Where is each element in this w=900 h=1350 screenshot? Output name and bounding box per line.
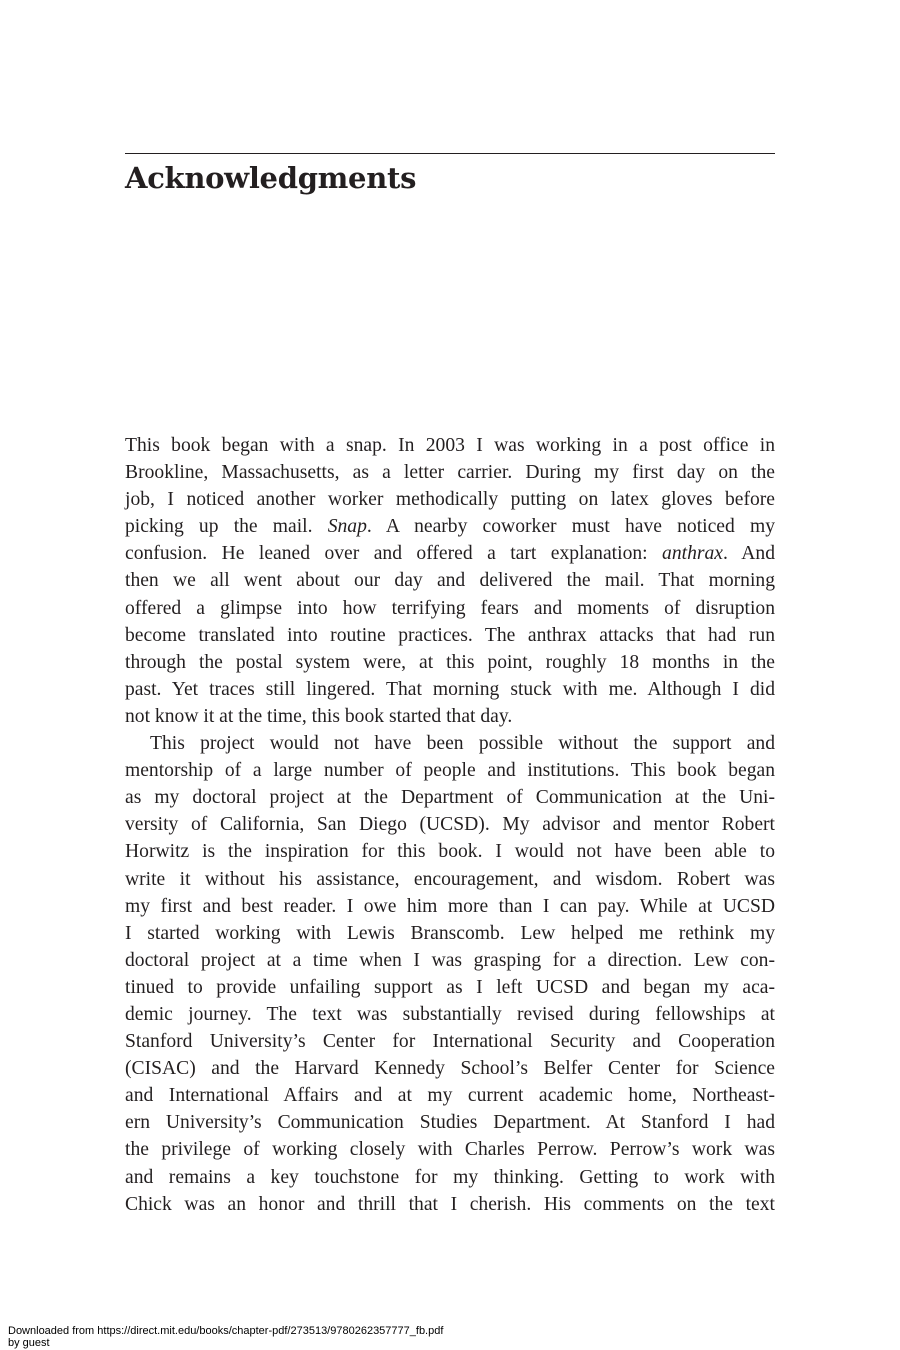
download-user-line: by guest [8,1337,50,1349]
text-line: (CISAC) and the Harvard Kennedy School’s Belfer Center for Science [125,1058,775,1080]
emphasis-anthrax: anthrax [662,543,723,565]
emphasis-snap: Snap [327,516,367,538]
text-line: and International Affairs and at my current academic home, Northeast- [125,1085,775,1107]
text-line [125,540,775,567]
download-footer [8,1325,443,1349]
text-line: ern University’s Communication Studies Department. At Stanford I had [125,1112,775,1134]
text-line: write it without his assistance, encouragement, and wisdom. Robert was [125,868,775,890]
text-line: offered a glimpse into how terrifying fears and moments of disruption [125,597,775,619]
text-line: mentorship of a large number of people and institutions. This book began [125,760,775,782]
text-line: tinued to provide unfailing support as I left UCSD and began my aca- [125,976,775,998]
chapter-body [125,432,775,1218]
text-line: doctoral project at a time when I was grasping for a direction. Lew con- [125,949,775,971]
text-line: versity of California, San Diego (UCSD). My advisor and mentor Robert [125,814,775,836]
text-line: Horwitz is the inspiration for this book. I would not have been able to [125,841,775,863]
text-run: . And [723,543,775,565]
text-line: past. Yet traces still lingered. That morning stuck with me. Although I did [125,678,775,700]
text-run: confusion. He leaned over and offered a tart explanation: [125,543,663,565]
text-line: my first and best reader. I owe him more than I can pay. While at UCSD [125,895,775,917]
text-line: the privilege of working closely with Charles Perrow. Perrow’s work was [125,1139,775,1161]
text-line: Stanford University’s Center for International Security and Cooperation [125,1031,775,1053]
text-line: then we all went about our day and delivered the mail. That morning [125,570,775,592]
chapter-heading-rule [125,153,775,154]
download-source-line: Downloaded from https://direct.mit.edu/books/chapter-pdf/273513/9780262357777_fb.pdf [8,1325,444,1337]
text-line: job, I noticed another worker methodically putting on latex gloves before [125,489,775,511]
text-line: as my doctoral project at the Department of Communication at the Uni- [125,787,775,809]
text-line: Chick was an honor and thrill that I cherish. His comments on the text [125,1193,775,1215]
text-line: through the postal system were, at this point, roughly 18 months in the [125,651,775,673]
chapter-title: Acknowledgments [125,161,417,195]
text-line: I started working with Lewis Branscomb. Lew helped me rethink my [125,922,775,944]
text-line: and remains a key touchstone for my thinking. Getting to work with [125,1166,775,1188]
text-line: Brookline, Massachusetts, as a letter carrier. During my first day on the [125,462,775,484]
text-run: picking up the mail. [125,516,328,538]
text-line [125,513,775,540]
text-run: . A nearby coworker must have noticed my [366,516,775,538]
text-line: become translated into routine practices. The anthrax attacks that had run [125,624,775,646]
text-line: This book began with a snap. In 2003 I was working in a post office in [125,435,775,456]
text-line: not know it at the time, this book started that day. [125,705,513,727]
text-line: This project would not have been possible without the support and [150,733,775,755]
text-line: demic journey. The text was substantially revised during fellowships at [125,1003,775,1025]
